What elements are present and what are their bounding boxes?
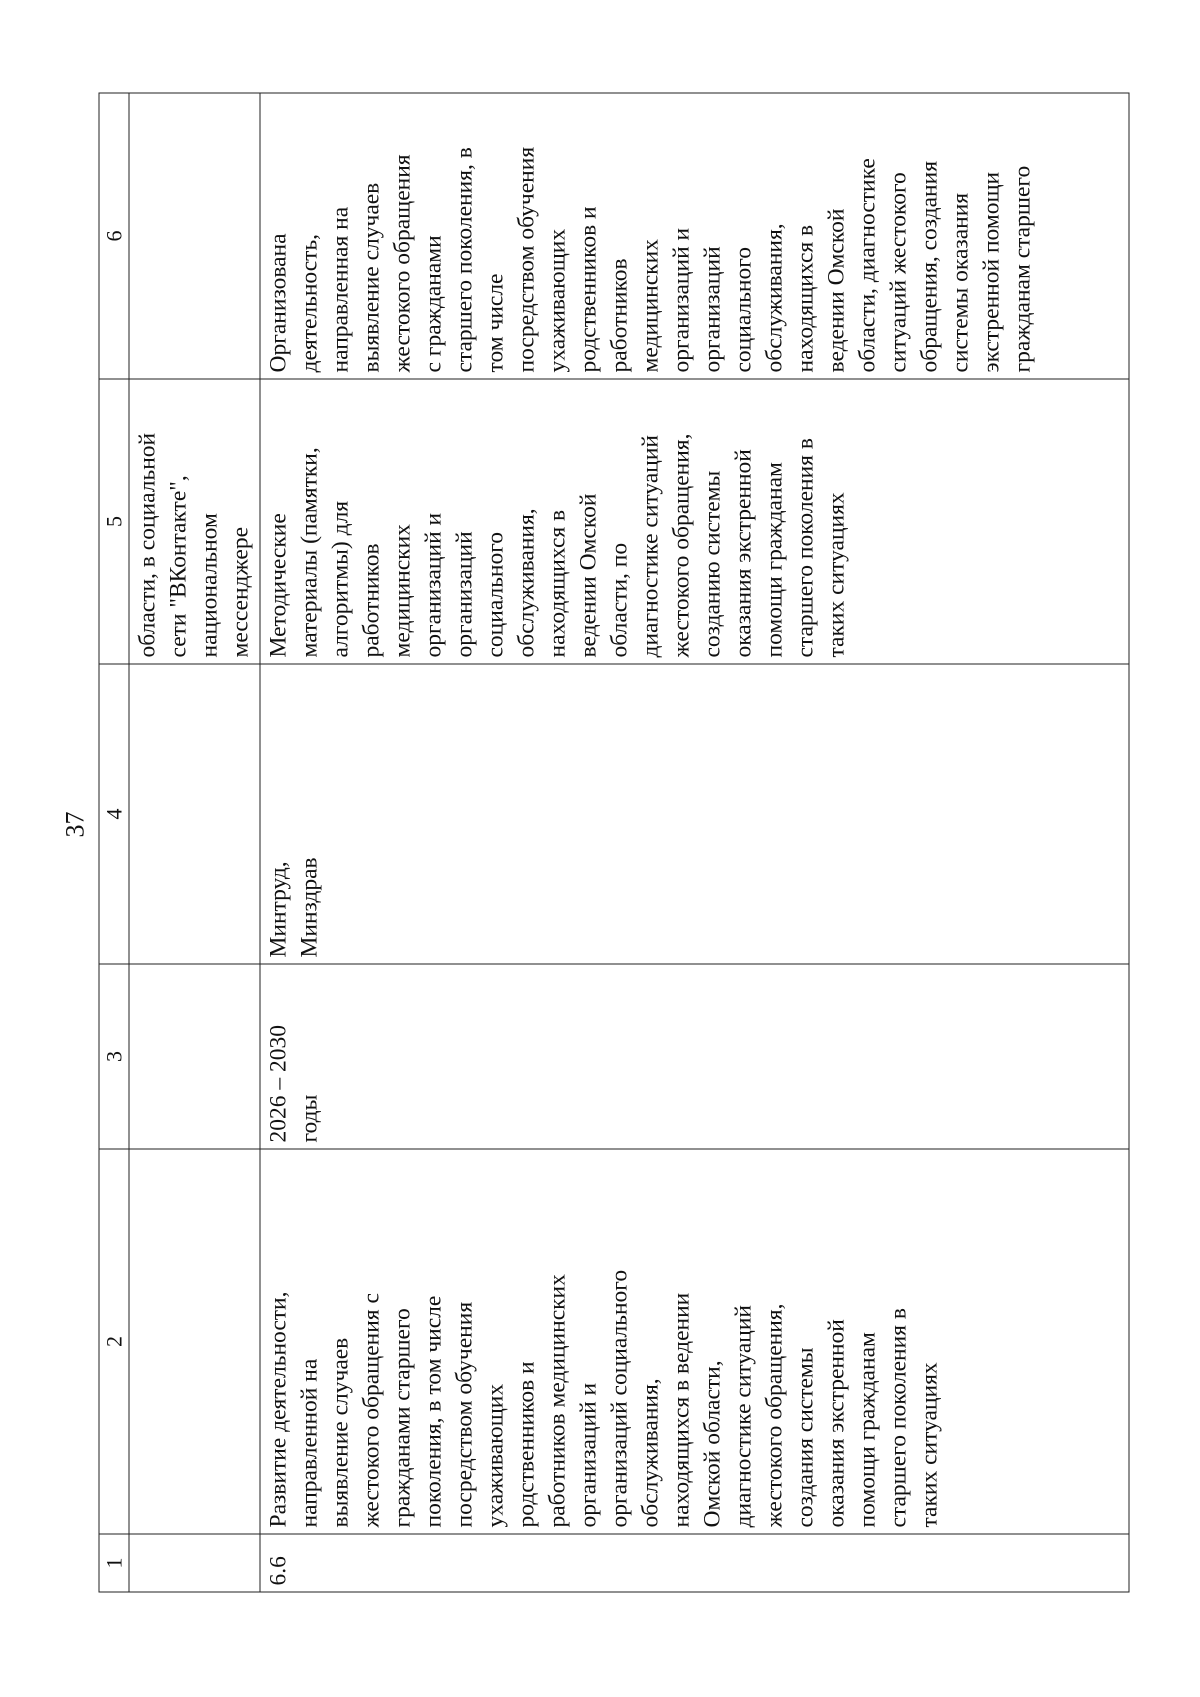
cont-cell-2 [129, 1149, 260, 1534]
cont-cell-result: области, в социальной сети "ВКонтакте", национальном мессенджере [129, 379, 260, 664]
measures-table [98, 92, 1129, 1592]
header-cell-5: 5 [99, 379, 129, 664]
header-cell-6: 6 [99, 93, 129, 379]
executors-cell: Минтруд, Минздрав [260, 664, 1129, 964]
table-row [129, 93, 260, 1592]
period-cell: 2026 – 2030 годы [260, 964, 1129, 1149]
table-row [260, 93, 1129, 1592]
cont-cell-4 [129, 664, 260, 964]
cont-cell-1 [129, 1534, 260, 1592]
cont-cell-6 [129, 93, 260, 379]
cont-cell-3 [129, 964, 260, 1149]
header-cell-3: 3 [99, 964, 129, 1149]
header-cell-1: 1 [99, 1534, 129, 1592]
header-cell-4: 4 [99, 664, 129, 964]
result-cell: Методические материалы (памятки, алгоритмы) для работников медицинских организаций и организаций социального обслуживания, находящихся в ведении Омской области, по диагностике ситуаций жестокого обращения, созданию системы оказания экстренной помощи гражданам старшего поколения в таких ситуациях [260, 379, 1129, 664]
header-cell-2: 2 [99, 1149, 129, 1534]
measure-cell: Развитие деятельности, направленной на выявление случаев жестокого обращения с гражданами старшего поколения, в том числе посредством обучения ухаживающих родственников и работников медицинских организаций и организаций социального обслуживания, находящихся в ведении Омской области, диагностике ситуаций жестокого обращения, создания системы оказания экстренной помощи гражданам старшего поколения в таких ситуациях [260, 1149, 1129, 1534]
row-number-cell: 6.6 [260, 1534, 1129, 1592]
table-header-row [99, 93, 129, 1592]
page-number: 37 [60, 811, 89, 837]
outcome-cell: Организована деятельность, направленная на выявление случаев жестокого обращения с гражданами старшего поколения, в том числе посредством обучения ухаживающих родственников и работников медицинских организаций и организаций социального обслуживания, находящихся в ведении Омской области, диагностике ситуаций жестокого обращения, создания системы оказания экстренной помощи гражданам старшего [260, 93, 1129, 379]
